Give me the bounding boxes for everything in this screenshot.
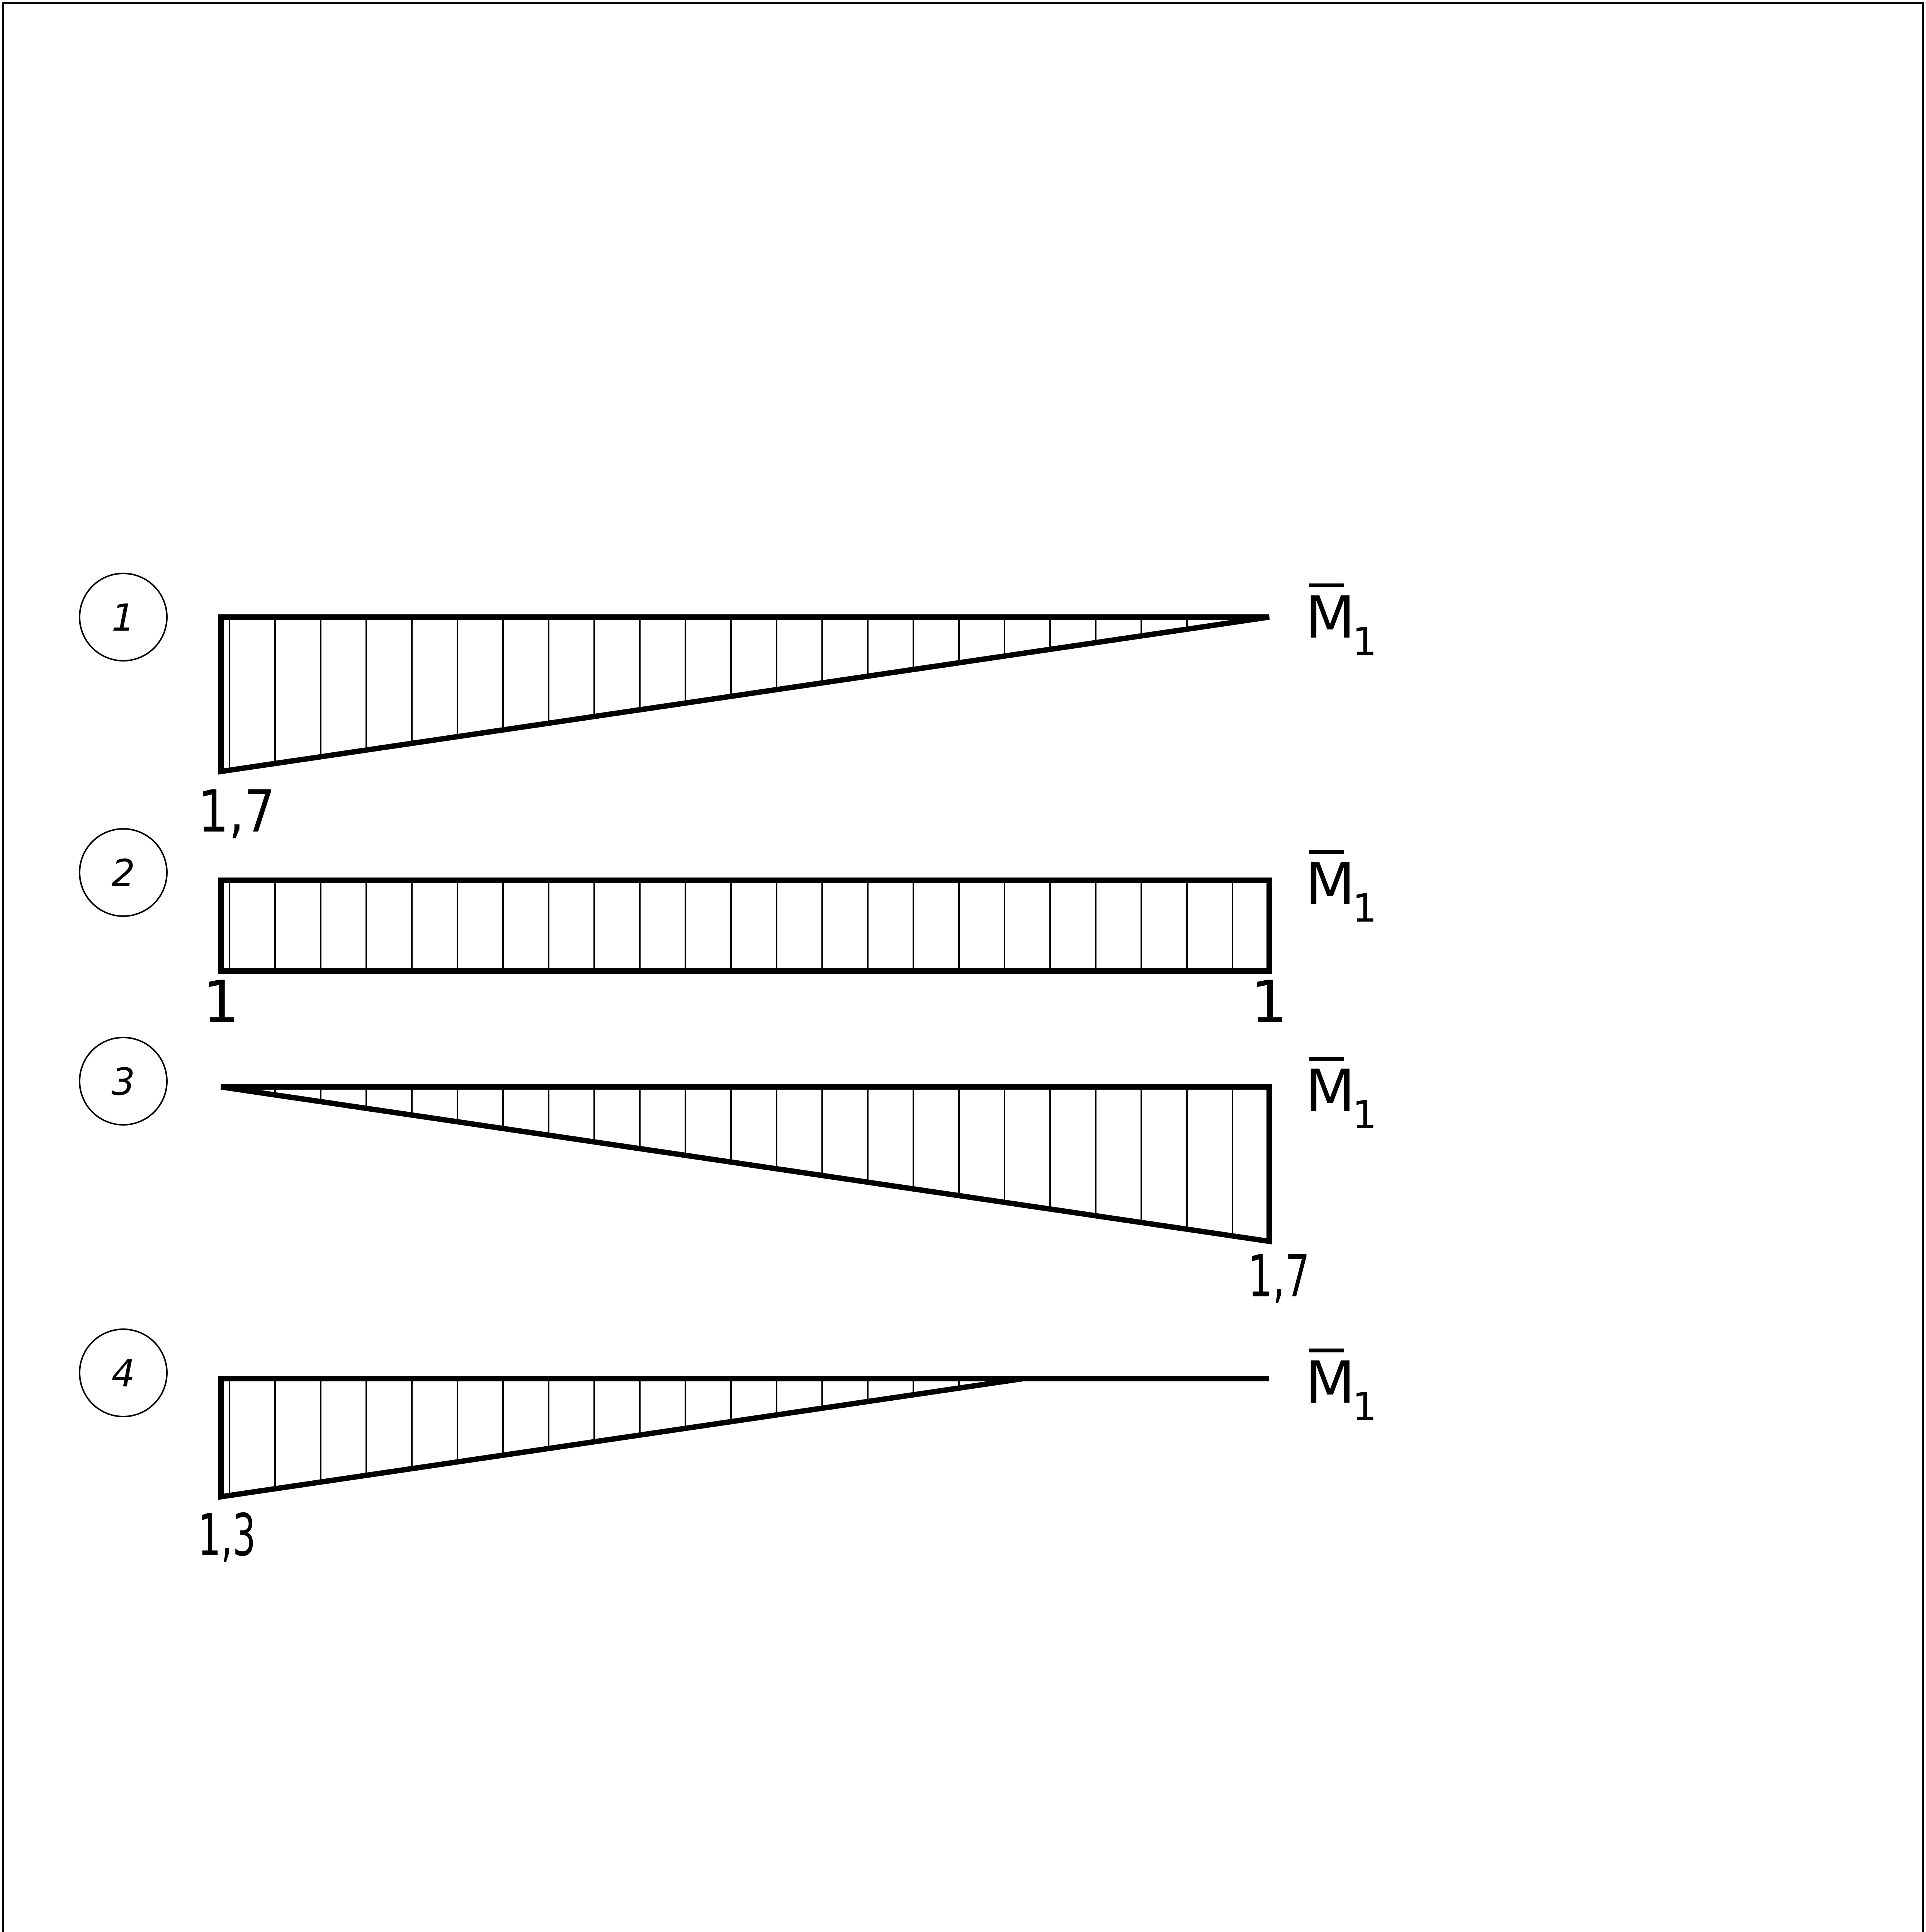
diagram-3 [80, 1037, 1377, 1310]
diagram-3-right-ordinate-label: 1,7 [1248, 1243, 1310, 1310]
diagram-1 [80, 573, 1377, 845]
diagram-1-moment-label [1305, 584, 1377, 664]
diagram-3-moment-symbol: M [1305, 1058, 1355, 1125]
diagram-2-number: 2 [111, 852, 135, 895]
diagram-4-moment-subscript: 1 [1352, 1384, 1377, 1429]
diagram-1-moment-symbol: M [1305, 584, 1355, 651]
diagram-1-number: 1 [111, 596, 135, 639]
diagram-2-left-ordinate-label: 1 [202, 969, 240, 1036]
diagram-1-moment-subscript: 1 [1352, 619, 1377, 664]
diagram-1-left-ordinate-label: 1,7 [198, 778, 275, 845]
diagram-2-right-ordinate-label: 1 [1251, 969, 1288, 1036]
diagram-2-moment-label [1305, 851, 1377, 931]
diagram-3-number: 3 [111, 1060, 135, 1104]
diagram-3-moment-subscript: 1 [1352, 1092, 1377, 1138]
diagram-4-moment-outline [221, 1379, 1023, 1497]
diagram-2-hatching [229, 880, 1232, 971]
diagram-4 [80, 1329, 1377, 1569]
sheet-frame [3, 3, 1923, 1932]
diagram-4-left-ordinate-label: 1,3 [198, 1502, 256, 1569]
diagram-2-moment-outline [221, 880, 1269, 971]
diagram-4-moment-label [1305, 1349, 1377, 1429]
diagram-2-moment-subscript: 1 [1352, 886, 1377, 931]
diagram-2 [80, 829, 1377, 1036]
diagram-4-moment-symbol: M [1305, 1349, 1355, 1417]
diagram-3-moment-label [1305, 1058, 1377, 1138]
diagram-1-moment-outline [221, 617, 1269, 772]
diagram-4-number: 4 [111, 1352, 135, 1395]
diagram-2-moment-symbol: M [1305, 851, 1355, 918]
diagram-3-moment-outline [221, 1087, 1269, 1242]
